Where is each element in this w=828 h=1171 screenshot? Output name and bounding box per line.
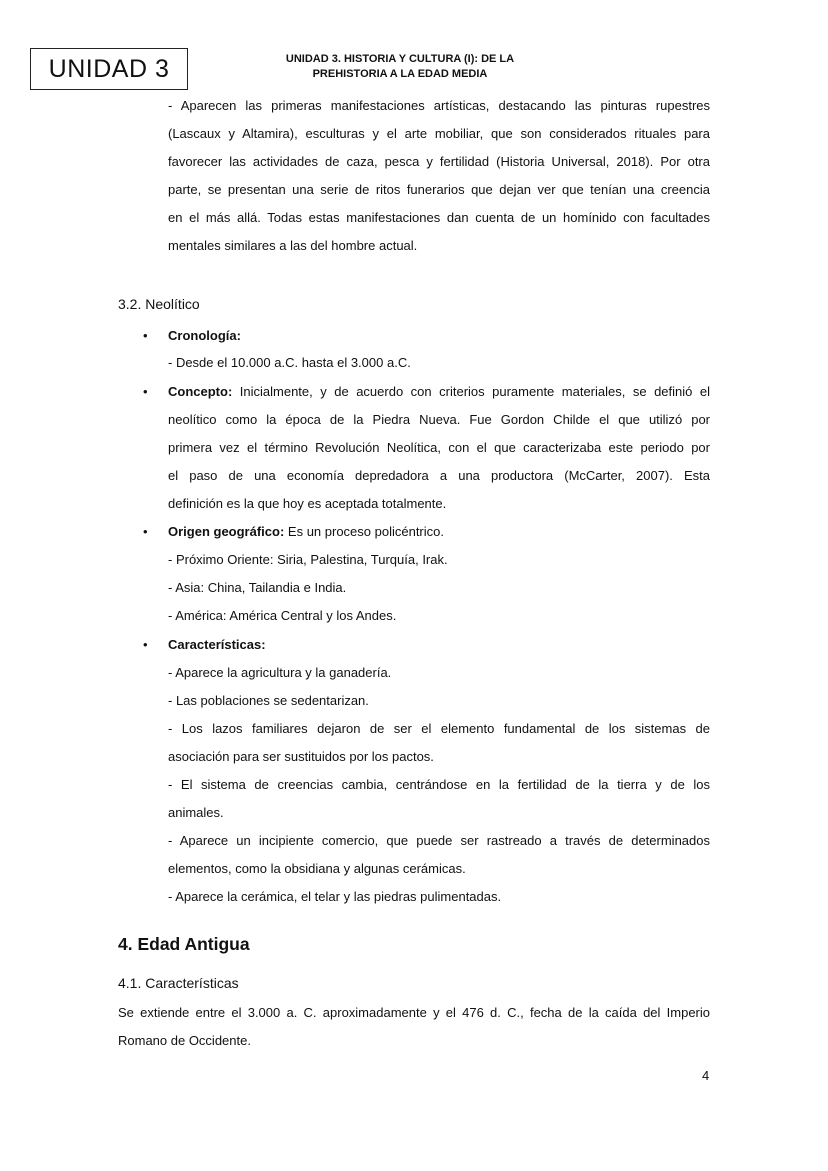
paragraph-line: Romano de Occidente. [118,1033,251,1048]
header-title-line: UNIDAD 3. HISTORIA Y CULTURA (I): DE LA [285,53,515,65]
paragraph-line: parte, se presentan una serie de ritos funerarios que dejan ver que tenían una creencia [168,182,710,197]
unit-label: UNIDAD 3 [48,54,170,83]
list-line: - Aparece la agricultura y la ganadería. [168,665,392,680]
bullet-icon: • [143,637,148,652]
bullet-label: Características: [168,637,266,652]
list-line: elementos, como la obsidiana y algunas cerámicas. [168,861,466,876]
bullet-label: Cronología: [168,328,241,343]
bullet-icon: • [143,524,148,539]
paragraph-line: en el más allá. Todas estas manifestaciones dan cuenta de un homínido con facultades [168,210,710,225]
list-line: neolítico como la época de la Piedra Nueva. Fue Gordon Childe el que utilizó por [168,412,710,427]
paragraph-line: favorecer las actividades de caza, pesca y fertilidad (Historia Universal, 2018). Por otra [168,154,710,169]
list-line: asociación para ser sustituidos por los pactos. [168,749,434,764]
bullet-first-line: Origen geográfico: Es un proceso policéntrico. [168,524,444,539]
list-line: primera vez el término Revolución Neolítica, con el que caracterizaba este periodo por [168,440,710,455]
list-line: - El sistema de creencias cambia, centrándose en la fertilidad de la tierra y de los [168,777,710,792]
list-line: - América: América Central y los Andes. [168,608,397,623]
list-line: definición es la que hoy es aceptada totalmente. [168,496,447,511]
bullet-first-line: Concepto: Inicialmente, y de acuerdo con criterios puramente materiales, se definió el [168,384,710,399]
bullet-icon: • [143,328,148,343]
section-heading-4-1: 4.1. Características [118,975,239,991]
list-line: - Los lazos familiares dejaron de ser el elemento fundamental de los sistemas de [168,721,710,736]
list-line: - Desde el 10.000 a.C. hasta el 3.000 a.C. [168,355,411,370]
page-number: 4 [702,1068,710,1083]
paragraph-line: Se extiende entre el 3.000 a. C. aproximadamente y el 476 d. C., fecha de la caída del Imperio [118,1005,710,1020]
section-heading-3-2: 3.2. Neolítico [118,296,200,312]
unit-label-box [30,48,188,90]
paragraph-line: - Aparecen las primeras manifestaciones artísticas, destacando las pinturas rupestres [168,98,710,113]
section-heading-4: 4. Edad Antigua [118,934,250,954]
page-header-title [230,52,570,82]
list-line: animales. [168,805,224,820]
paragraph-line: (Lascaux y Altamira), esculturas y el arte mobiliar, que son considerados rituales para [168,126,710,141]
list-line: el paso de una economía depredadora a una productora (McCarter, 2007). Esta [168,468,710,483]
list-line: - Aparece un incipiente comercio, que puede ser rastreado a través de determinados [168,833,710,848]
list-line: - Las poblaciones se sedentarizan. [168,693,369,708]
paragraph-line: mentales similares a las del hombre actual. [168,238,418,253]
bullet-icon: • [143,384,148,399]
list-line: - Próximo Oriente: Siria, Palestina, Turquía, Irak. [168,552,448,567]
list-line: - Aparece la cerámica, el telar y las piedras pulimentadas. [168,889,502,904]
header-title-line: PREHISTORIA A LA EDAD MEDIA [312,68,488,80]
list-line: - Asia: China, Tailandia e India. [168,580,347,595]
